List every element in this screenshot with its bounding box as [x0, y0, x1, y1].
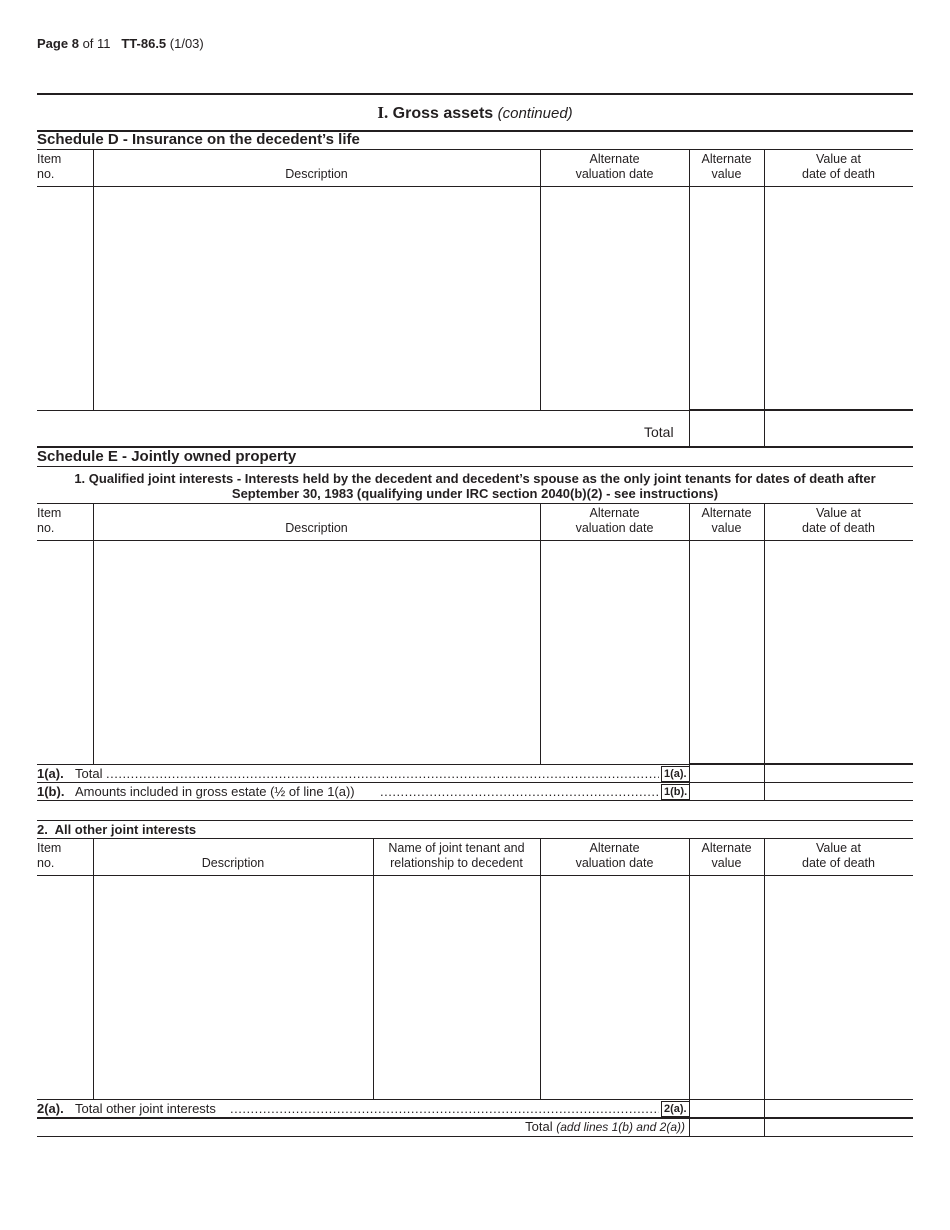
- schedule-d-col-description: Description: [285, 167, 348, 181]
- schedule-d-entry-area[interactable]: [37, 187, 913, 409]
- line-1b-label: Amounts included in gross estate (½ of line 1(a)): [75, 784, 355, 799]
- schedule-e2-entry-area[interactable]: [37, 876, 913, 1098]
- form-id: TT-86.5: [121, 36, 167, 51]
- schedule-e2-col-alt-value: Alternate value: [701, 841, 752, 870]
- grand-total-rule: [37, 1136, 913, 1137]
- line-1a-number: 1(a).: [37, 766, 64, 781]
- line-1b-box: 1(b).: [661, 784, 690, 800]
- line-1a-leader: [106, 766, 659, 781]
- section-continued: (continued): [497, 105, 573, 122]
- schedule-e2-top-rule: [37, 820, 913, 821]
- line-1b-value-field[interactable]: [765, 784, 913, 799]
- schedule-d-col-alt-date: Alternate valuation date: [575, 152, 654, 181]
- line-2a-label: Total other joint interests: [75, 1101, 216, 1116]
- line-1b-number: 1(b).: [37, 784, 65, 799]
- schedule-d-col-item: Item no.: [37, 152, 62, 181]
- line-2a-number: 2(a).: [37, 1101, 64, 1116]
- section-top-rule: [37, 93, 913, 95]
- schedule-e1-header-top: [37, 503, 913, 504]
- schedule-e1-col-value: Value at date of death: [802, 506, 875, 535]
- schedule-d-col-value: Value at date of death: [802, 152, 875, 181]
- schedule-e2-col-value: Value at date of death: [802, 841, 875, 870]
- schedule-e1-col-description: Description: [285, 521, 348, 535]
- schedule-e1-body-bottom: [37, 764, 689, 765]
- line-1b-alt-value-field[interactable]: [690, 784, 763, 799]
- grand-total-value-field[interactable]: [765, 1119, 913, 1135]
- schedule-d-body-bottom: [37, 410, 689, 411]
- page-of: of 11: [82, 36, 111, 51]
- line-2a-box: 2(a).: [661, 1101, 690, 1117]
- schedule-e-title-rule: [37, 466, 913, 467]
- grand-total-note: (add lines 1(b) and 2(a)): [556, 1120, 685, 1134]
- schedule-e1-col-alt-value: Alternate value: [701, 506, 752, 535]
- line-1b-rule: [37, 800, 913, 801]
- line-2a-leader: [230, 1101, 659, 1116]
- schedule-e2-col-tenant: Name of joint tenant and relationship to decedent: [388, 841, 525, 870]
- grand-total-label: Total (add lines 1(b) and 2(a)): [525, 1119, 685, 1134]
- schedule-d-total-alt-value-field[interactable]: [690, 412, 763, 446]
- schedule-e1-entry-area[interactable]: [37, 541, 913, 763]
- schedule-e1-total-top: [689, 763, 913, 765]
- schedule-e1-col-alt-date: Alternate valuation date: [575, 506, 654, 535]
- schedule-e2-col-item: Item no.: [37, 841, 62, 870]
- schedule-d-col-alt-value: Alternate value: [701, 152, 752, 181]
- line-1a-box: 1(a).: [661, 766, 690, 782]
- section-title-text: Gross assets: [392, 105, 494, 122]
- line-2a-value-field[interactable]: [765, 1101, 913, 1116]
- form-date: (1/03): [169, 36, 204, 51]
- grand-total-alt-value-field[interactable]: [690, 1119, 763, 1135]
- schedule-d-title: Schedule D - Insurance on the decedent’s life: [37, 131, 360, 148]
- page-header: [37, 36, 204, 51]
- schedule-e1-col-item: Item no.: [37, 506, 62, 535]
- page-number: 8: [71, 36, 79, 51]
- section-roman: I.: [377, 103, 389, 122]
- line-2a-alt-value-field[interactable]: [690, 1101, 763, 1116]
- line-1b-leader: [380, 784, 659, 799]
- schedule-e-title: Schedule E - Jointly owned property: [37, 448, 297, 465]
- schedule-e2-heading: 2. All other joint interests: [37, 822, 197, 837]
- schedule-e2-header-top: [37, 838, 913, 839]
- schedule-d-header-top: [37, 149, 913, 150]
- schedule-e2-body-bottom: [37, 1099, 913, 1100]
- line-1a-label: Total: [75, 766, 103, 781]
- page-label: Page: [37, 36, 69, 51]
- schedule-d-total-value-field[interactable]: [765, 412, 913, 446]
- line-1a-rule: [37, 782, 913, 783]
- schedule-e2-col-alt-date: Alternate valuation date: [575, 841, 654, 870]
- line-1a-alt-value-field[interactable]: [690, 766, 763, 781]
- section-title: [0, 103, 950, 123]
- schedule-e2-col-description: Description: [201, 856, 265, 870]
- schedule-d-total-top: [689, 409, 913, 411]
- line-1a-value-field[interactable]: [765, 766, 913, 781]
- schedule-e-part1-heading: 1. Qualified joint interests - Interests held by the decedent and decedent’s spouse as the only joint tenants for dates of death after September 30, 1983 (qualifying under IRC section 2040(b)(2) - see instructions): [74, 471, 876, 501]
- schedule-d-total-label: Total: [644, 424, 674, 440]
